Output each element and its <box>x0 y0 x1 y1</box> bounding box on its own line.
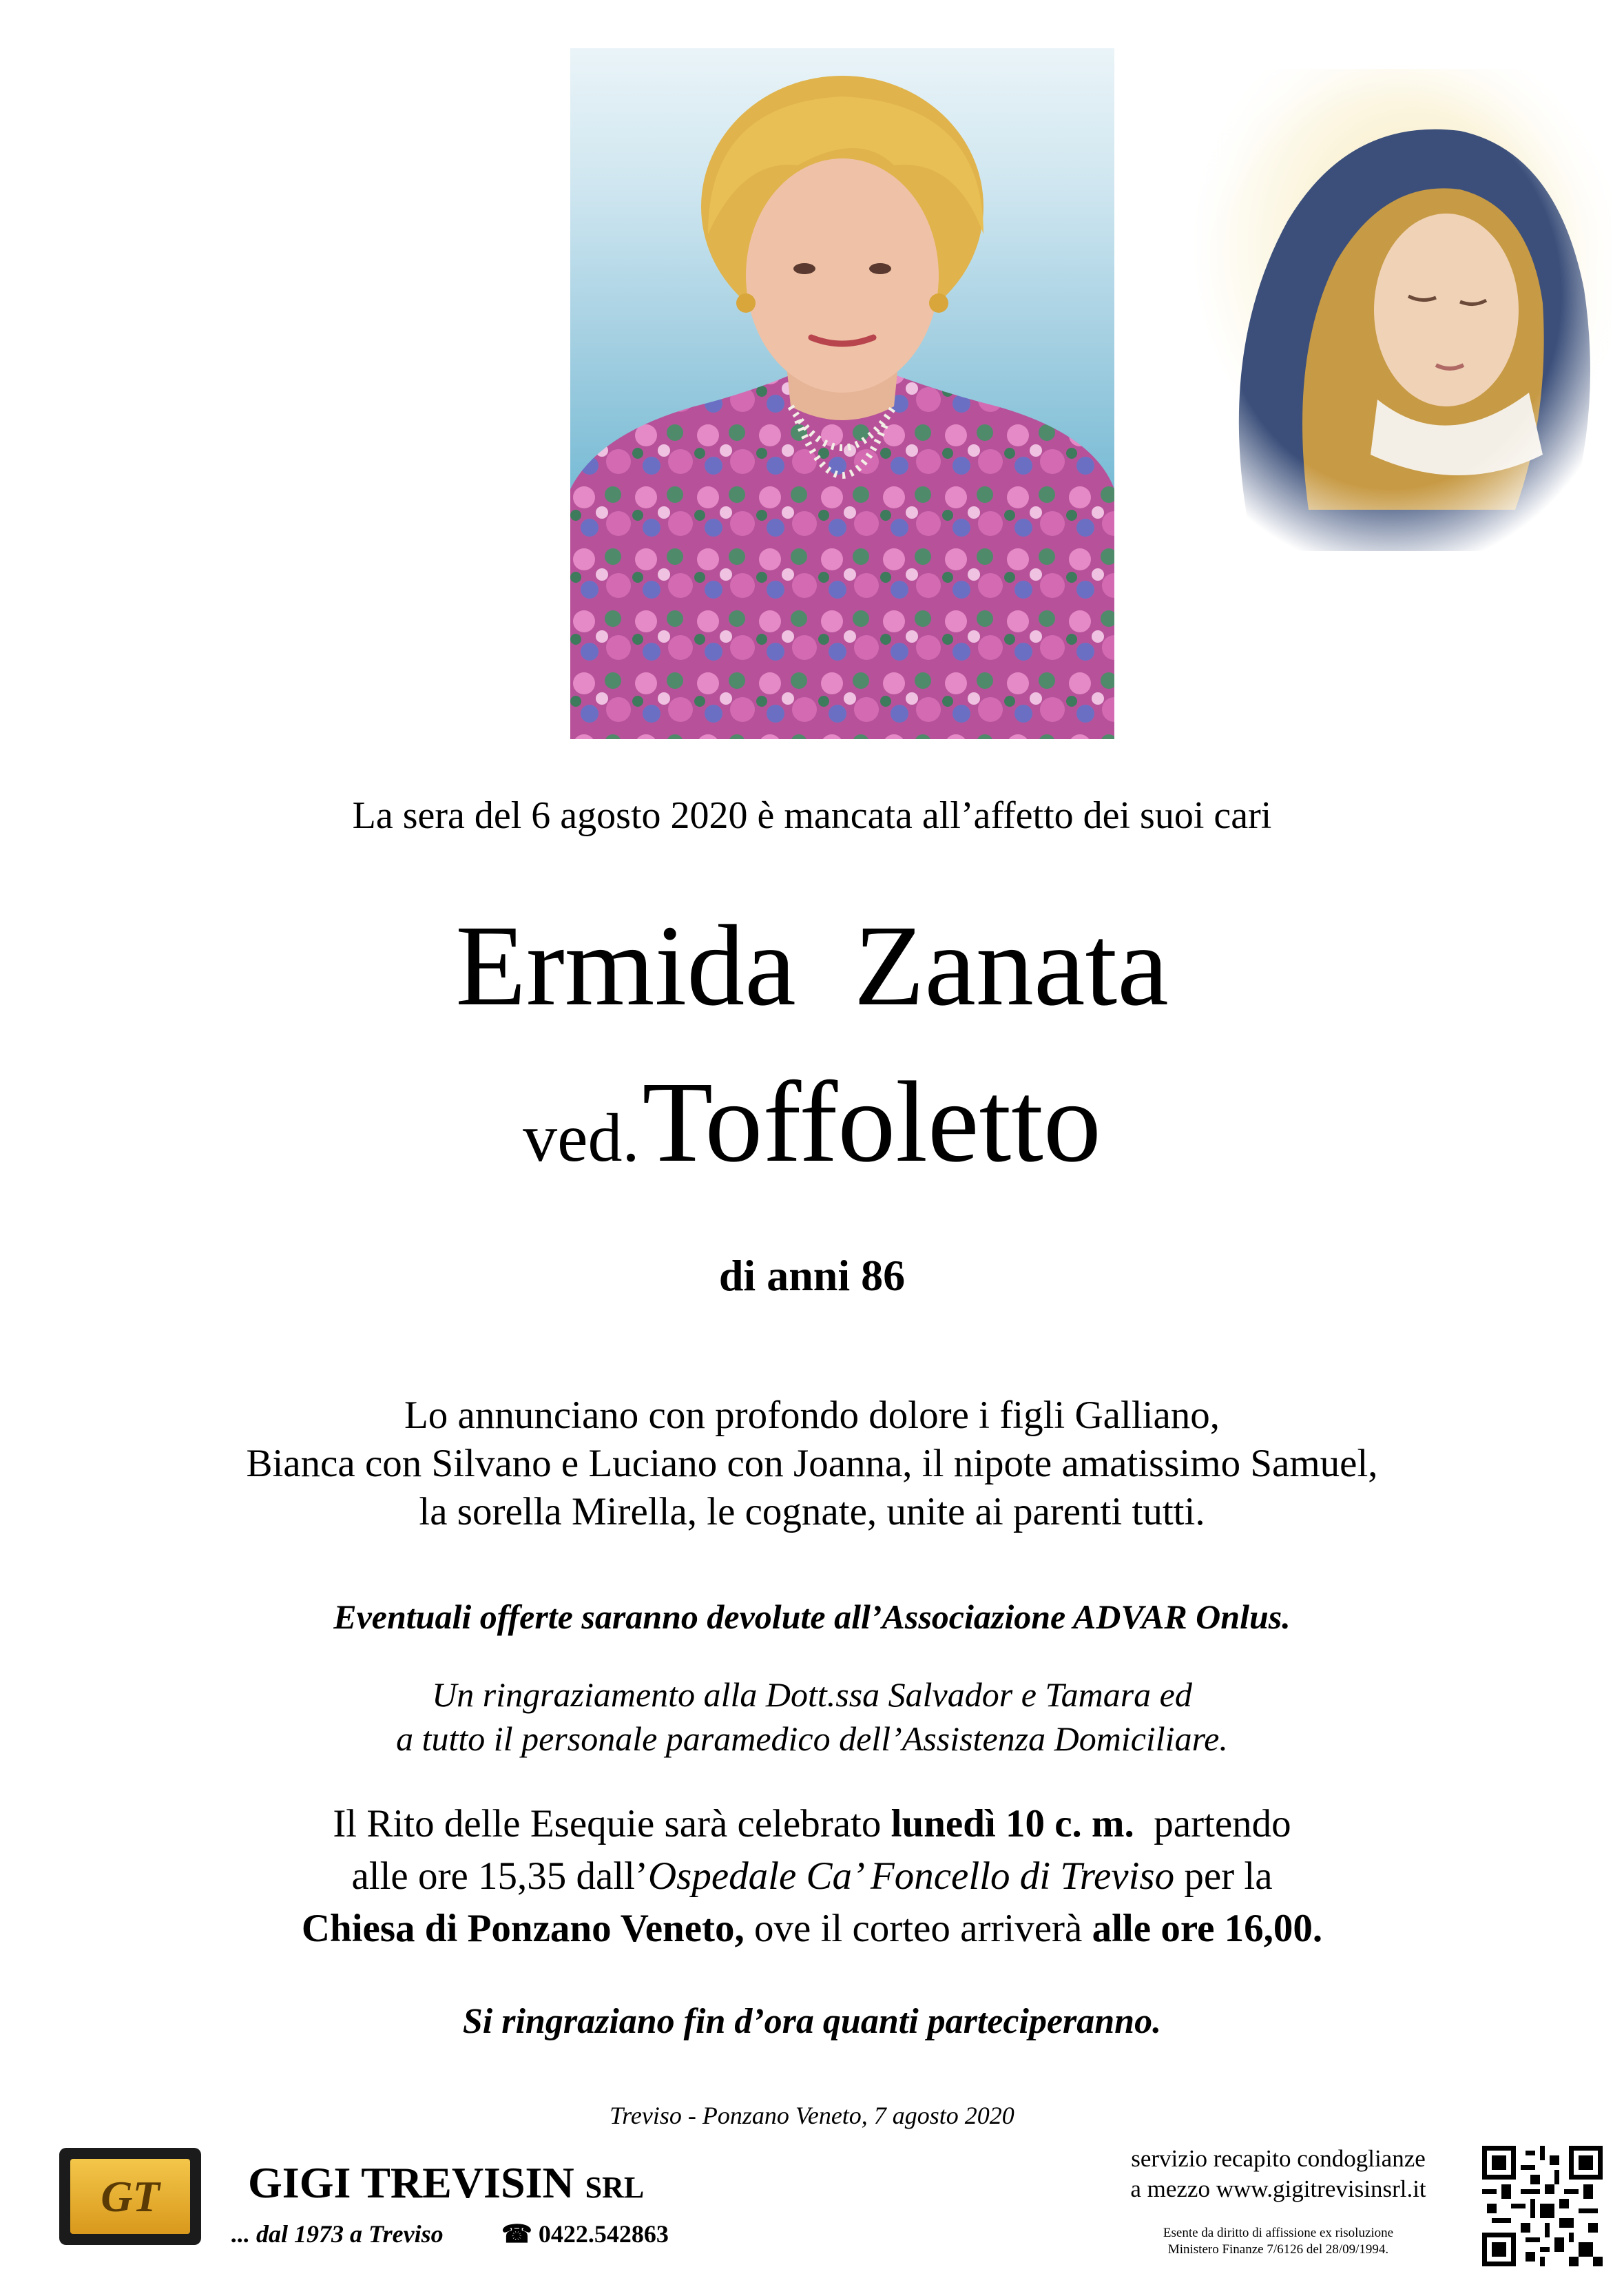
funeral-church: Chiesa di Ponzano Veneto, <box>301 1907 745 1950</box>
company-phone <box>501 2219 669 2248</box>
phone-number: 0422.542863 <box>538 2220 669 2248</box>
funeral-date: lunedì 10 c. m. <box>891 1802 1134 1845</box>
funeral-text: per la <box>1174 1854 1273 1898</box>
funeral-text: alle ore 15,35 dall’ <box>351 1854 648 1898</box>
exempt-line: Ministero Finanze 7/6126 del 28/09/1994. <box>1167 2242 1389 2257</box>
funeral-line-3 <box>0 1903 1624 1955</box>
funeral-text: ove il corteo arriverà <box>744 1907 1092 1950</box>
company-suffix: SRL <box>585 2171 645 2204</box>
deceased-married-name <box>0 1058 1624 1186</box>
logo-text: GT <box>101 2171 160 2221</box>
funeral-departure-place: Ospedale Ca’ Foncello di Treviso <box>647 1854 1175 1898</box>
announcement-line: Lo annunciano con profondo dolore i figli Galliano, <box>404 1394 1220 1437</box>
announcement-line: la sorella Mirella, le cognate, unite ai parenti tutti. <box>419 1490 1205 1533</box>
thanks-line: Un ringraziamento alla Dott.ssa Salvador e Tamara ed <box>432 1675 1192 1714</box>
telephone-icon: ☎ <box>501 2220 532 2248</box>
company-logo <box>59 2148 201 2245</box>
madonna-image <box>1171 69 1612 572</box>
company-name <box>248 2157 644 2208</box>
offerings-note: Eventuali offerte saranno devolute all’Associazione ADVAR Onlus. <box>333 1597 1291 1636</box>
condolences-line: servizio recapito condoglianze <box>1131 2145 1426 2172</box>
condolences-service <box>1099 2144 1457 2204</box>
ved-prefix: ved. <box>523 1099 640 1176</box>
funeral-arrival-time: alle ore 16,00. <box>1092 1907 1323 1950</box>
exempt-line: Esente da diritto di affissione ex risoluzione <box>1163 2226 1394 2240</box>
portrait-photo <box>570 48 1114 739</box>
funeral-text: Il Rito delle Esequie sarà celebrato <box>333 1802 891 1845</box>
deceased-age: di anni 86 <box>718 1251 906 1300</box>
funeral-details <box>0 1798 1624 1955</box>
company-name-text: GIGI TREVISIN <box>248 2158 574 2207</box>
family-announcement <box>0 1391 1624 1536</box>
funeral-line-2 <box>0 1850 1624 1903</box>
place-date: Treviso - Ponzano Veneto, 7 agosto 2020 <box>610 2102 1014 2129</box>
qr-code-icon[interactable] <box>1482 2146 1603 2266</box>
tax-exempt-note <box>1099 2225 1457 2258</box>
death-announcement-intro: La sera del 6 agosto 2020 è mancata all’affetto dei suoi cari <box>352 794 1272 837</box>
funeral-text: partendo <box>1134 1802 1291 1845</box>
thanks-line: a tutto il personale paramedico dell’Assistenza Domiciliare. <box>396 1719 1228 1758</box>
deceased-name: Ermida Zanata <box>455 902 1169 1030</box>
announcement-line: Bianca con Silvano e Luciano con Joanna, il nipote amatissimo Samuel, <box>246 1442 1378 1485</box>
funeral-line-1 <box>0 1798 1624 1850</box>
condolences-website: a mezzo www.gigitrevisinsrl.it <box>1130 2175 1426 2202</box>
company-since: ... dal 1973 a Treviso <box>231 2220 444 2248</box>
closing-thanks: Si ringraziano fin d’ora quanti parteciperanno. <box>462 2002 1162 2041</box>
married-surname: Toffoletto <box>642 1058 1101 1186</box>
thanks-note <box>0 1673 1624 1761</box>
